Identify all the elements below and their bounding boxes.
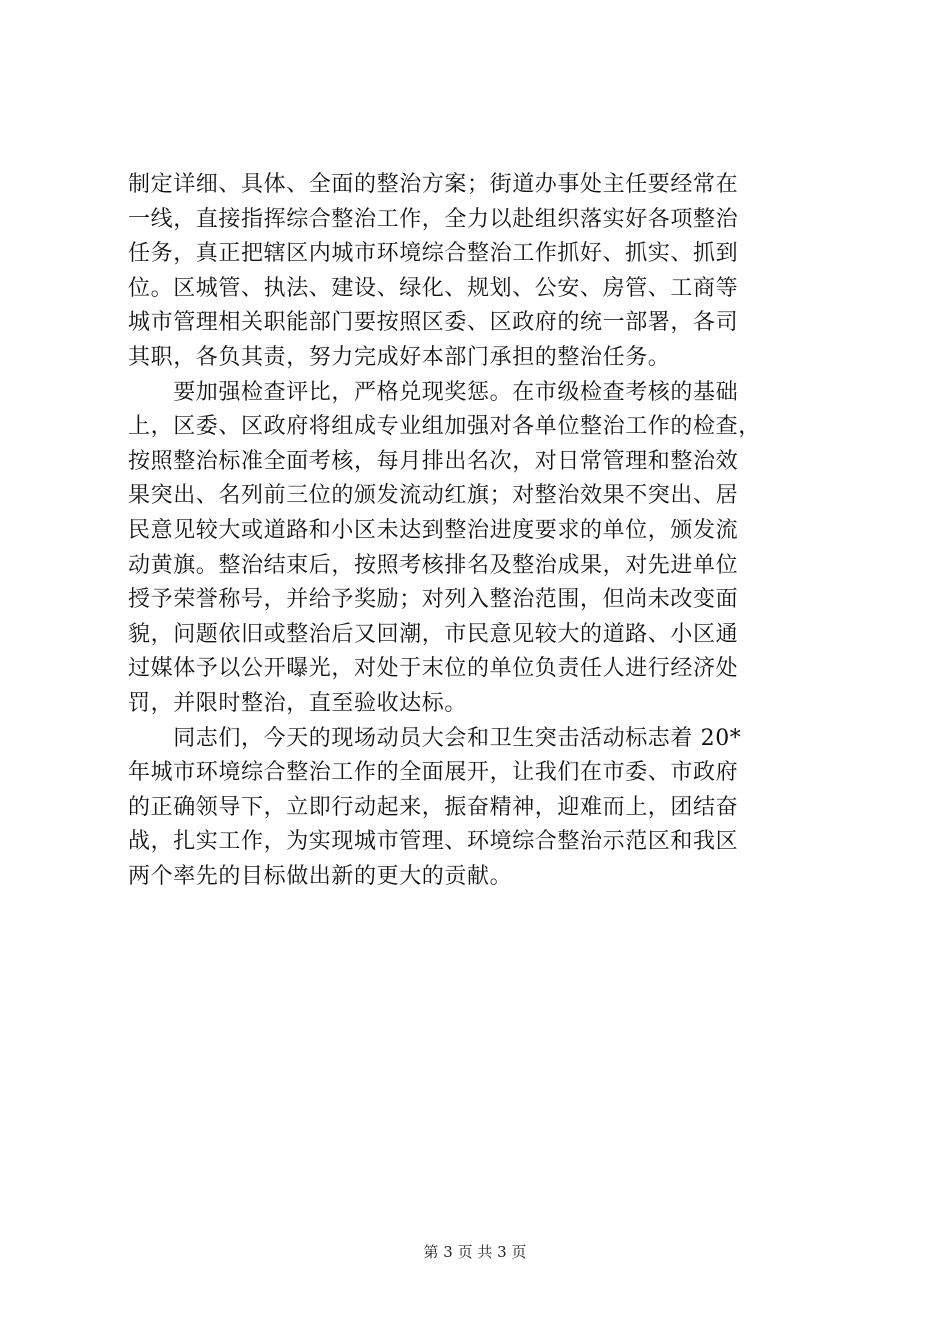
paragraph-3 (128, 722, 848, 895)
page-number-label: 第 3 页 共 3 页 (423, 1243, 527, 1261)
text-line: 其职，各负其责，努力完成好本部门承担的整治任务。 (128, 344, 671, 370)
page-footer (0, 1242, 950, 1262)
text-line: 民意见较大或道路和小区未达到整治进度要求的单位，颁发流 (128, 517, 739, 543)
text-line: 过媒体予以公开曝光，对处于末位的单位负责任人进行经济处 (128, 656, 739, 682)
document-body (128, 168, 848, 894)
text-line: 位。区城管、执法、建设、绿化、规划、公安、房管、工商等 (128, 275, 739, 301)
text-line: 年城市环境综合整治工作的全面展开，让我们在市委、市政府 (128, 760, 739, 786)
text-line: 果突出、名列前三位的颁发流动红旗；对整治效果不突出、居 (128, 483, 739, 509)
text-line: 任务，真正把辖区内城市环境综合整治工作抓好、抓实、抓到 (128, 241, 739, 267)
text-line: 战，扎实工作，为实现城市管理、环境综合整治示范区和我区 (128, 829, 739, 855)
text-line: 城市管理相关职能部门要按照区委、区政府的统一部署，各司 (128, 310, 739, 336)
text-line: 要加强检查评比，严格兑现奖惩。在市级检查考核的基础 (128, 379, 739, 405)
text-line: 上，区委、区政府将组成专业组加强对各单位整治工作的检查， (128, 414, 761, 440)
text-line: 按照整治标准全面考核，每月排出名次，对日常管理和整治效 (128, 448, 739, 474)
text-line: 制定详细、具体、全面的整治方案；街道办事处主任要经常在 (128, 172, 739, 197)
text-line: 授予荣誉称号，并给予奖励；对列入整治范围，但尚未改变面 (128, 587, 739, 613)
text-line: 貌，问题依旧或整治后又回潮，市民意见较大的道路、小区通 (128, 621, 739, 647)
text-line: 同志们，今天的现场动员大会和卫生突击活动标志着 20* (128, 725, 742, 751)
text-line: 两个率先的目标做出新的更大的贡献。 (128, 863, 513, 889)
text-line: 罚，并限时整治，直至验收达标。 (128, 690, 468, 716)
paragraph-2 (128, 376, 848, 722)
text-line: 动黄旗。整治结束后，按照考核排名及整治成果，对先进单位 (128, 552, 739, 578)
text-line: 一线，直接指挥综合整治工作，全力以赴组织落实好各项整治 (128, 206, 739, 232)
text-line: 的正确领导下，立即行动起来，振奋精神，迎难而上，团结奋 (128, 794, 739, 820)
paragraph-1 (128, 168, 848, 376)
